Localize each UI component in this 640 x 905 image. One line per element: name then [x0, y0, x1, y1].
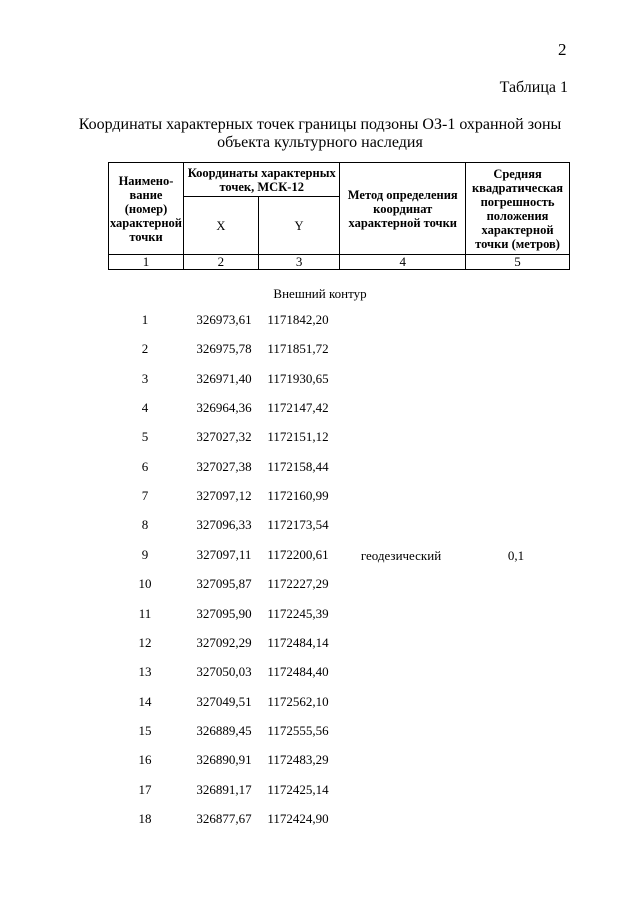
coord-y: 1172158,44: [267, 458, 329, 474]
point-number: 14: [138, 693, 152, 709]
point-number: 7: [141, 488, 149, 504]
coord-y: 1172227,29: [267, 576, 329, 592]
point-number: 17: [138, 781, 152, 797]
coord-x: 326964,36: [196, 400, 252, 416]
table-row: [0, 606, 640, 626]
coord-x: 327096,33: [196, 517, 252, 533]
coord-x: 326971,40: [196, 370, 252, 386]
coord-x: 326890,91: [196, 752, 252, 768]
header-num-1: 1: [109, 255, 184, 270]
coord-x: 326973,61: [196, 312, 252, 327]
table-label: Таблица 1: [499, 79, 568, 96]
section-title: Внешний контур: [273, 286, 367, 301]
coord-y: 1172484,40: [267, 664, 329, 680]
point-number: 1: [141, 312, 149, 327]
header-num-3: 3: [258, 255, 340, 270]
coord-x: 327092,29: [196, 634, 252, 650]
coord-x: 327097,11: [196, 546, 252, 562]
point-number: 13: [138, 664, 152, 680]
title-line-2: объекта культурного наследия: [217, 134, 423, 151]
header-method: Метод определения координат характерной точки: [340, 163, 466, 255]
coord-y: 1171842,20: [267, 312, 329, 327]
accuracy-value: 0,1: [507, 548, 525, 563]
point-number: 8: [141, 517, 149, 533]
table-row: [0, 371, 640, 391]
point-number: 4: [141, 400, 149, 416]
coord-x: 326891,17: [196, 781, 252, 797]
coord-y: 1172425,14: [267, 781, 329, 797]
table-row: [0, 694, 640, 714]
coord-y: 1171851,72: [267, 341, 329, 357]
header-y: Y: [258, 197, 340, 255]
method-value: геодезический: [360, 548, 442, 563]
coord-x: 326975,78: [196, 341, 252, 357]
table-header: [108, 162, 570, 270]
coord-y: 1172483,29: [267, 752, 329, 768]
point-number: 6: [141, 458, 149, 474]
header-coordinates: Координаты характерных точек, МСК-12: [183, 163, 339, 197]
point-number: 3: [141, 370, 149, 386]
table-row: [0, 312, 640, 332]
coord-y: 1172147,42: [267, 400, 329, 416]
coord-x: 326889,45: [196, 722, 252, 738]
table-row: [0, 576, 640, 596]
coord-y: 1172484,14: [267, 634, 329, 650]
coord-y: 1172200,61: [267, 546, 329, 562]
table-row: [0, 635, 640, 655]
coord-x: 327027,32: [196, 429, 252, 445]
coord-y: 1172562,10: [267, 693, 329, 709]
header-accuracy: Средняя квадратическая погрешность положения характерной точки (метров): [466, 163, 570, 255]
table-row: [0, 664, 640, 684]
point-number: 15: [138, 722, 152, 738]
table-row: [0, 341, 640, 361]
point-number: 11: [138, 605, 152, 621]
table-row: [0, 429, 640, 449]
table-row: [0, 400, 640, 420]
table-row: [0, 752, 640, 772]
header-point-name: Наимено- вание (номер) характерной точки: [109, 163, 184, 255]
point-number: 10: [138, 576, 152, 592]
table-row: [0, 517, 640, 537]
coord-x: 327049,51: [196, 693, 252, 709]
table-row: [0, 811, 640, 831]
header-num-5: 5: [466, 255, 570, 270]
coord-y: 1172245,39: [267, 605, 329, 621]
header-num-4: 4: [340, 255, 466, 270]
point-number: 12: [138, 634, 152, 650]
coord-x: 327097,12: [196, 488, 252, 504]
table-row: [0, 459, 640, 479]
point-number: 16: [138, 752, 152, 768]
table-row: [0, 723, 640, 743]
coord-y: 1171930,65: [267, 370, 329, 386]
coord-x: 327095,87: [196, 576, 252, 592]
coord-y: 1172424,90: [267, 810, 329, 826]
point-number: 2: [141, 341, 149, 357]
point-number: 18: [138, 810, 152, 826]
coord-x: 327050,03: [196, 664, 252, 680]
title-line-1: Координаты характерных точек границы подзоны ОЗ-1 охранной зоны: [78, 116, 562, 133]
coord-x: 326877,67: [196, 810, 252, 826]
point-number: 9: [141, 546, 149, 562]
point-number: 5: [141, 429, 149, 445]
page-number: 2: [558, 40, 567, 59]
coord-x: 327095,90: [196, 605, 252, 621]
table-title: [0, 116, 640, 152]
coord-y: 1172173,54: [267, 517, 329, 533]
table-row: [0, 782, 640, 802]
table-row: [0, 488, 640, 508]
coord-y: 1172160,99: [267, 488, 329, 504]
header-x: X: [183, 197, 258, 255]
header-num-2: 2: [183, 255, 258, 270]
coord-y: 1172555,56: [267, 722, 329, 738]
coord-x: 327027,38: [196, 458, 252, 474]
coord-y: 1172151,12: [267, 429, 329, 445]
